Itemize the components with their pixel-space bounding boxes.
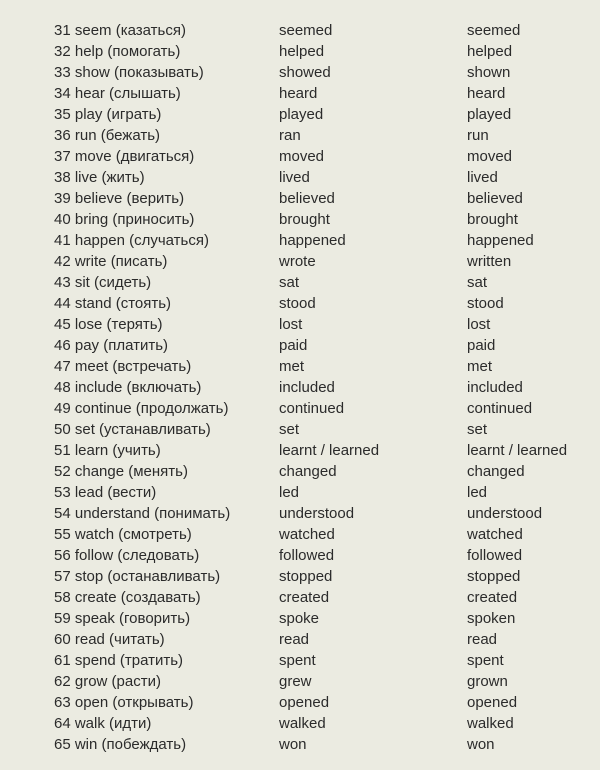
verb-row bbox=[0, 419, 600, 440]
past-participle-cell: lost bbox=[467, 316, 491, 333]
verb-row bbox=[0, 671, 600, 692]
past-participle-cell: shown bbox=[467, 64, 511, 81]
verb-row bbox=[0, 734, 600, 755]
past-participle-cell: read bbox=[467, 631, 498, 648]
verb-row bbox=[0, 83, 600, 104]
past-simple-cell: created bbox=[279, 589, 330, 606]
base-form-cell: 48 include (включать) bbox=[54, 379, 202, 396]
past-participle-cell: continued bbox=[467, 400, 533, 417]
base-form-cell: 45 lose (терять) bbox=[54, 316, 163, 333]
past-participle-cell: walked bbox=[467, 715, 514, 732]
past-participle-cell: sat bbox=[467, 274, 488, 291]
past-participle-cell: paid bbox=[467, 337, 496, 354]
base-form-cell: 40 bring (приносить) bbox=[54, 211, 195, 228]
base-form-cell: 38 live (жить) bbox=[54, 169, 145, 186]
past-simple-cell: included bbox=[279, 379, 335, 396]
past-simple-cell: moved bbox=[279, 148, 325, 165]
verb-row bbox=[0, 146, 600, 167]
base-form-cell: 64 walk (идти) bbox=[54, 715, 152, 732]
past-simple-cell: changed bbox=[279, 463, 337, 480]
base-form-cell: 31 seem (казаться) bbox=[54, 22, 186, 39]
verb-row bbox=[0, 20, 600, 41]
base-form-cell: 35 play (играть) bbox=[54, 106, 162, 123]
past-simple-cell: grew bbox=[279, 673, 312, 690]
verb-row bbox=[0, 356, 600, 377]
past-participle-cell: grown bbox=[467, 673, 508, 690]
verb-row bbox=[0, 503, 600, 524]
past-simple-cell: helped bbox=[279, 43, 325, 60]
verb-row bbox=[0, 104, 600, 125]
past-simple-cell: lived bbox=[279, 169, 310, 186]
past-participle-cell: helped bbox=[467, 43, 513, 60]
past-simple-cell: seemed bbox=[279, 22, 333, 39]
base-form-cell: 56 follow (следовать) bbox=[54, 547, 200, 564]
verb-row bbox=[0, 440, 600, 461]
verb-row bbox=[0, 461, 600, 482]
past-participle-cell: led bbox=[467, 484, 488, 501]
verb-table bbox=[0, 20, 600, 755]
past-simple-cell: learnt / learned bbox=[279, 442, 380, 459]
past-participle-cell: lived bbox=[467, 169, 498, 186]
base-form-cell: 61 spend (тратить) bbox=[54, 652, 184, 669]
past-simple-cell: met bbox=[279, 358, 305, 375]
past-participle-cell: opened bbox=[467, 694, 518, 711]
base-form-cell: 54 understand (понимать) bbox=[54, 505, 231, 522]
past-participle-cell: included bbox=[467, 379, 523, 396]
verb-row bbox=[0, 545, 600, 566]
base-form-cell: 39 believe (верить) bbox=[54, 190, 185, 207]
past-participle-cell: understood bbox=[467, 505, 543, 522]
past-participle-cell: stopped bbox=[467, 568, 521, 585]
base-form-cell: 44 stand (стоять) bbox=[54, 295, 172, 312]
past-participle-cell: moved bbox=[467, 148, 513, 165]
past-participle-cell: spent bbox=[467, 652, 504, 669]
past-participle-cell: believed bbox=[467, 190, 523, 207]
past-participle-cell: played bbox=[467, 106, 512, 123]
past-participle-cell: won bbox=[467, 736, 495, 753]
base-form-cell: 33 show (показывать) bbox=[54, 64, 204, 81]
past-simple-cell: wrote bbox=[279, 253, 316, 270]
verb-row bbox=[0, 41, 600, 62]
base-form-cell: 52 change (менять) bbox=[54, 463, 188, 480]
base-form-cell: 51 learn (учить) bbox=[54, 442, 161, 459]
base-form-cell: 50 set (устанавливать) bbox=[54, 421, 211, 438]
past-simple-cell: brought bbox=[279, 211, 330, 228]
past-participle-cell: seemed bbox=[467, 22, 521, 39]
past-simple-cell: won bbox=[279, 736, 307, 753]
verb-row bbox=[0, 62, 600, 83]
past-simple-cell: lost bbox=[279, 316, 303, 333]
verb-row bbox=[0, 230, 600, 251]
verb-row bbox=[0, 566, 600, 587]
past-participle-cell: learnt / learned bbox=[467, 442, 568, 459]
base-form-cell: 43 sit (сидеть) bbox=[54, 274, 152, 291]
base-form-cell: 47 meet (встречать) bbox=[54, 358, 192, 375]
past-simple-cell: showed bbox=[279, 64, 331, 81]
past-simple-cell: believed bbox=[279, 190, 335, 207]
base-form-cell: 57 stop (останавливать) bbox=[54, 568, 221, 585]
past-participle-cell: changed bbox=[467, 463, 525, 480]
base-form-cell: 59 speak (говорить) bbox=[54, 610, 191, 627]
past-simple-cell: sat bbox=[279, 274, 300, 291]
past-simple-cell: spoke bbox=[279, 610, 320, 627]
base-form-cell: 36 run (бежать) bbox=[54, 127, 161, 144]
verb-row bbox=[0, 335, 600, 356]
past-simple-cell: played bbox=[279, 106, 324, 123]
verb-row bbox=[0, 251, 600, 272]
verb-row bbox=[0, 524, 600, 545]
base-form-cell: 63 open (открывать) bbox=[54, 694, 194, 711]
verb-row bbox=[0, 398, 600, 419]
verb-row bbox=[0, 209, 600, 230]
past-participle-cell: spoken bbox=[467, 610, 516, 627]
base-form-cell: 32 help (помогать) bbox=[54, 43, 181, 60]
base-form-cell: 65 win (побеждать) bbox=[54, 736, 187, 753]
past-simple-cell: spent bbox=[279, 652, 316, 669]
base-form-cell: 37 move (двигаться) bbox=[54, 148, 195, 165]
past-participle-cell: stood bbox=[467, 295, 504, 312]
past-simple-cell: stood bbox=[279, 295, 316, 312]
verb-row bbox=[0, 125, 600, 146]
base-form-cell: 42 write (писать) bbox=[54, 253, 168, 270]
past-simple-cell: followed bbox=[279, 547, 335, 564]
past-simple-cell: heard bbox=[279, 85, 318, 102]
past-participle-cell: created bbox=[467, 589, 518, 606]
verb-row bbox=[0, 482, 600, 503]
verb-row bbox=[0, 293, 600, 314]
past-simple-cell: understood bbox=[279, 505, 355, 522]
verb-row bbox=[0, 314, 600, 335]
past-simple-cell: happened bbox=[279, 232, 346, 249]
past-simple-cell: opened bbox=[279, 694, 330, 711]
past-simple-cell: ran bbox=[279, 127, 301, 144]
base-form-cell: 49 continue (продолжать) bbox=[54, 400, 229, 417]
base-form-cell: 58 create (создавать) bbox=[54, 589, 201, 606]
past-simple-cell: continued bbox=[279, 400, 345, 417]
past-participle-cell: brought bbox=[467, 211, 518, 228]
verb-row bbox=[0, 650, 600, 671]
base-form-cell: 34 hear (слышать) bbox=[54, 85, 181, 102]
past-simple-cell: set bbox=[279, 421, 300, 438]
past-simple-cell: walked bbox=[279, 715, 326, 732]
past-participle-cell: watched bbox=[467, 526, 523, 543]
verb-row bbox=[0, 692, 600, 713]
verb-row bbox=[0, 629, 600, 650]
past-simple-cell: paid bbox=[279, 337, 308, 354]
verb-row bbox=[0, 188, 600, 209]
verb-row bbox=[0, 167, 600, 188]
base-form-cell: 62 grow (расти) bbox=[54, 673, 161, 690]
past-simple-cell: stopped bbox=[279, 568, 333, 585]
verb-row bbox=[0, 713, 600, 734]
past-participle-cell: heard bbox=[467, 85, 506, 102]
past-participle-cell: happened bbox=[467, 232, 534, 249]
past-simple-cell: led bbox=[279, 484, 300, 501]
verb-row bbox=[0, 377, 600, 398]
base-form-cell: 41 happen (случаться) bbox=[54, 232, 209, 249]
past-participle-cell: met bbox=[467, 358, 493, 375]
verb-row bbox=[0, 608, 600, 629]
past-participle-cell: set bbox=[467, 421, 488, 438]
past-participle-cell: followed bbox=[467, 547, 523, 564]
base-form-cell: 55 watch (смотреть) bbox=[54, 526, 192, 543]
past-simple-cell: read bbox=[279, 631, 310, 648]
base-form-cell: 60 read (читать) bbox=[54, 631, 165, 648]
past-simple-cell: watched bbox=[279, 526, 335, 543]
past-participle-cell: run bbox=[467, 127, 489, 144]
verb-row bbox=[0, 272, 600, 293]
verb-row bbox=[0, 587, 600, 608]
base-form-cell: 46 pay (платить) bbox=[54, 337, 169, 354]
base-form-cell: 53 lead (вести) bbox=[54, 484, 157, 501]
past-participle-cell: written bbox=[467, 253, 512, 270]
